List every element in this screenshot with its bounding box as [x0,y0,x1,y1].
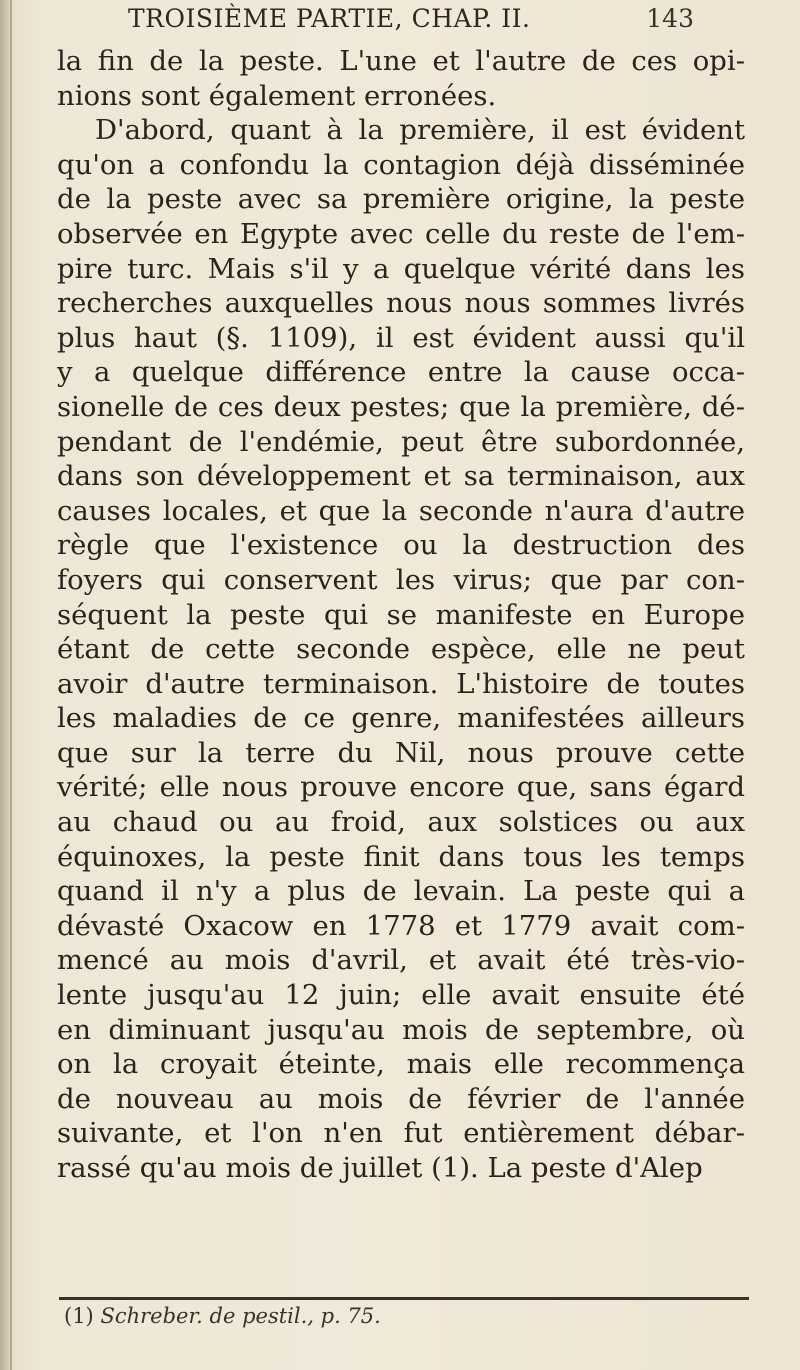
text-line: la fin de la peste. L'une et l'autre de ces opi- [57,45,745,77]
text-line: recherches auxquelles nous nous sommes livrés [57,287,745,320]
text-line: équinoxes, la peste finit dans tous les temps [57,840,745,873]
footnote-rule [59,1297,749,1300]
text-line: y a quelque différence entre la cause occa- [57,356,745,389]
text-line: dans son développement et sa terminaison, aux [57,460,745,493]
text-line: observée en Egypte avec celle du reste de l'em- [57,217,745,250]
text-line: rassé qu'au mois de juillet (1). La peste d'Alep [57,1152,703,1184]
page-number: 143 [646,4,694,33]
text-line: sionelle de ces deux pestes; que la première, dé- [57,390,745,423]
running-head-title: TROISIÈME PARTIE, CHAP. II. [128,4,531,33]
page-binding-edge [10,0,12,1370]
text-line: que sur la terre du Nil, nous prouve cette [57,736,745,769]
footnote [64,1304,381,1328]
text-line: de nouveau au mois de février de l'année [57,1082,745,1115]
body-text [57,44,745,1186]
text-line: pire turc. Mais s'il y a quelque vérité dans les [57,252,745,285]
text-line: foyers qui conservent les virus; que par con- [57,563,745,596]
text-line: séquent la peste qui se manifeste en Europe [57,598,745,631]
running-head [128,4,694,44]
text-line: avoir d'autre terminaison. L'histoire de toutes [57,667,745,700]
text-line: lente jusqu'au 12 juin; elle avait ensuite été [57,979,745,1012]
text-line: au chaud ou au froid, aux solstices ou aux [57,806,745,839]
footnote-source: Schreber. de pestil., p. 75. [100,1304,381,1328]
text-line: quand il n'y a plus de levain. La peste qui a [57,875,745,908]
text-line: suivante, et l'on n'en fut entièrement débar- [57,1117,745,1150]
text-line: en diminuant jusqu'au mois de septembre, où [57,1013,745,1046]
text-line: nions sont également erronées. [57,79,497,112]
text-line: D'abord, quant à la première, il est évident [95,114,745,147]
text-line: de la peste avec sa première origine, la peste [57,183,745,216]
text-line: plus haut (§. 1109), il est évident aussi qu'il [57,321,745,354]
text-line: les maladies de ce genre, manifestées ailleurs [57,702,745,735]
text-line: dévasté Oxacow en 1778 et 1779 avait com- [57,909,745,942]
footnote-marker: (1) [64,1304,94,1328]
text-line: vérité; elle nous prouve encore que, sans égard [57,771,745,804]
text-line: mencé au mois d'avril, et avait été très-vio- [57,944,745,977]
text-line: pendant de l'endémie, peut être subordonnée, [57,425,745,458]
text-line: on la croyait éteinte, mais elle recommença [57,1048,745,1081]
text-line: causes locales, et que la seconde n'aura d'autre [57,494,745,527]
text-line: étant de cette seconde espèce, elle ne peut [57,633,745,666]
text-line: qu'on a confondu la contagion déjà disséminée [57,148,745,181]
text-line: règle que l'existence ou la destruction des [57,529,745,562]
